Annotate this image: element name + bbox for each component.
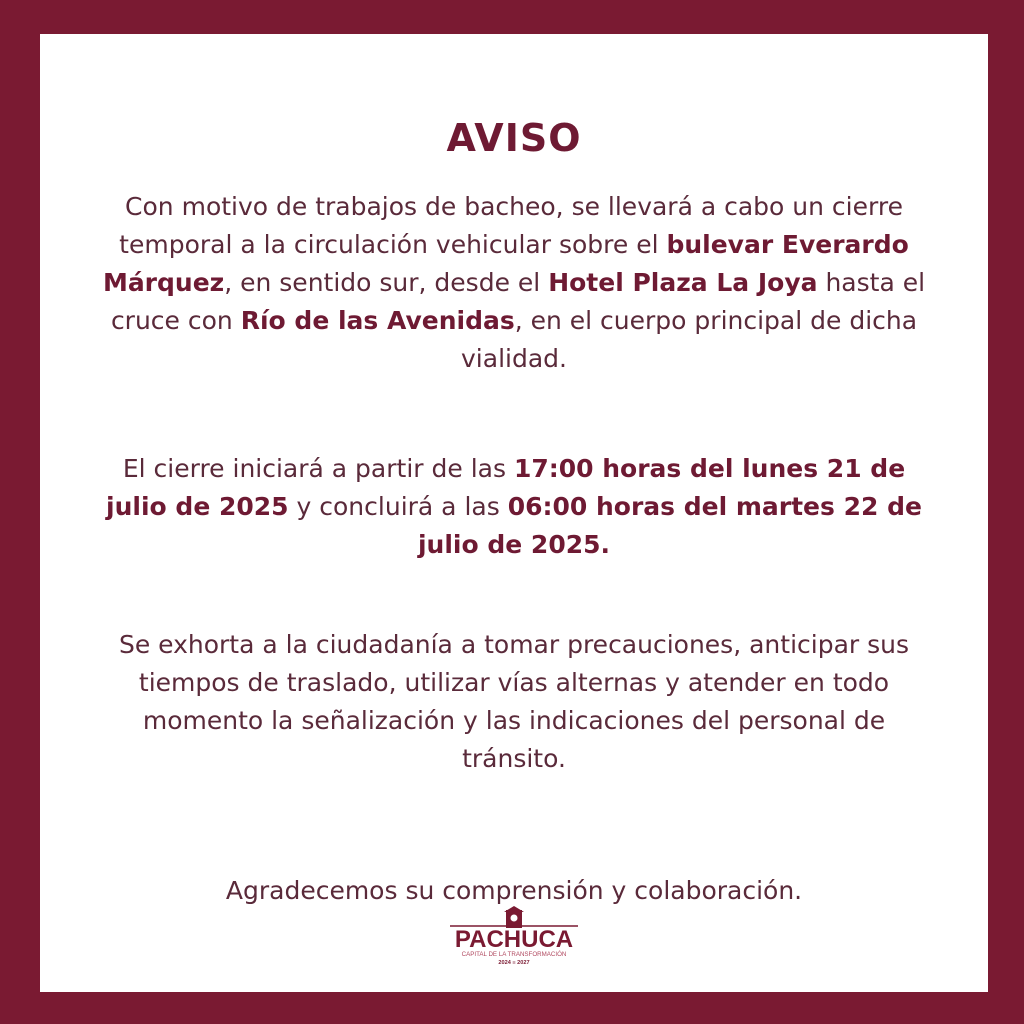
p1-bold-hotel: Hotel Plaza La Joya (548, 268, 818, 297)
clock-tower-icon (504, 906, 524, 928)
p2-text-2: y concluirá a las (288, 492, 508, 521)
p2-text-1: El cierre iniciará a partir de las (122, 454, 514, 483)
p1-text-2: , en sentido sur, desde el (224, 268, 549, 297)
p1-text-4: , en el cuerpo principal de dicha vialidad. (461, 306, 918, 373)
logo-years: 2024 ≡ 2027 (498, 960, 530, 966)
p2-bold-end: 06:00 horas del martes 22 de julio de 2025. (417, 492, 922, 559)
p2-bold-start: 17:00 horas del lunes 21 de julio de 2025 (106, 454, 906, 521)
p1-bold-river: Río de las Avenidas (240, 306, 515, 335)
paragraph-thanks: Agradecemos su comprensión y colaboración. (225, 876, 803, 905)
p1-bold-boulevard: bulevar Everardo Márquez (102, 230, 909, 297)
paragraph-closure-description (100, 188, 928, 378)
p1-text-1: Con motivo de trabajos de bacheo, se llevará a cabo un cierre temporal a la circulación vehicular sobre el (119, 192, 903, 259)
paragraph-schedule (100, 450, 928, 564)
notice-title: AVISO (446, 116, 582, 160)
p1-text-3: hasta el cruce con (110, 268, 926, 335)
logo-name: PACHUCA (454, 926, 574, 953)
notice-card (40, 34, 988, 992)
logo-tagline: CAPITAL DE LA TRANSFORMACIÓN (461, 951, 567, 958)
pachuca-logo (444, 906, 584, 968)
paragraph-recommendations: Se exhorta a la ciudadanía a tomar precauciones, anticipar sus tiempos de traslado, utilizar vías alternas y atender en todo momento la señalización y las indicaciones del personal de tránsito. (118, 630, 910, 773)
